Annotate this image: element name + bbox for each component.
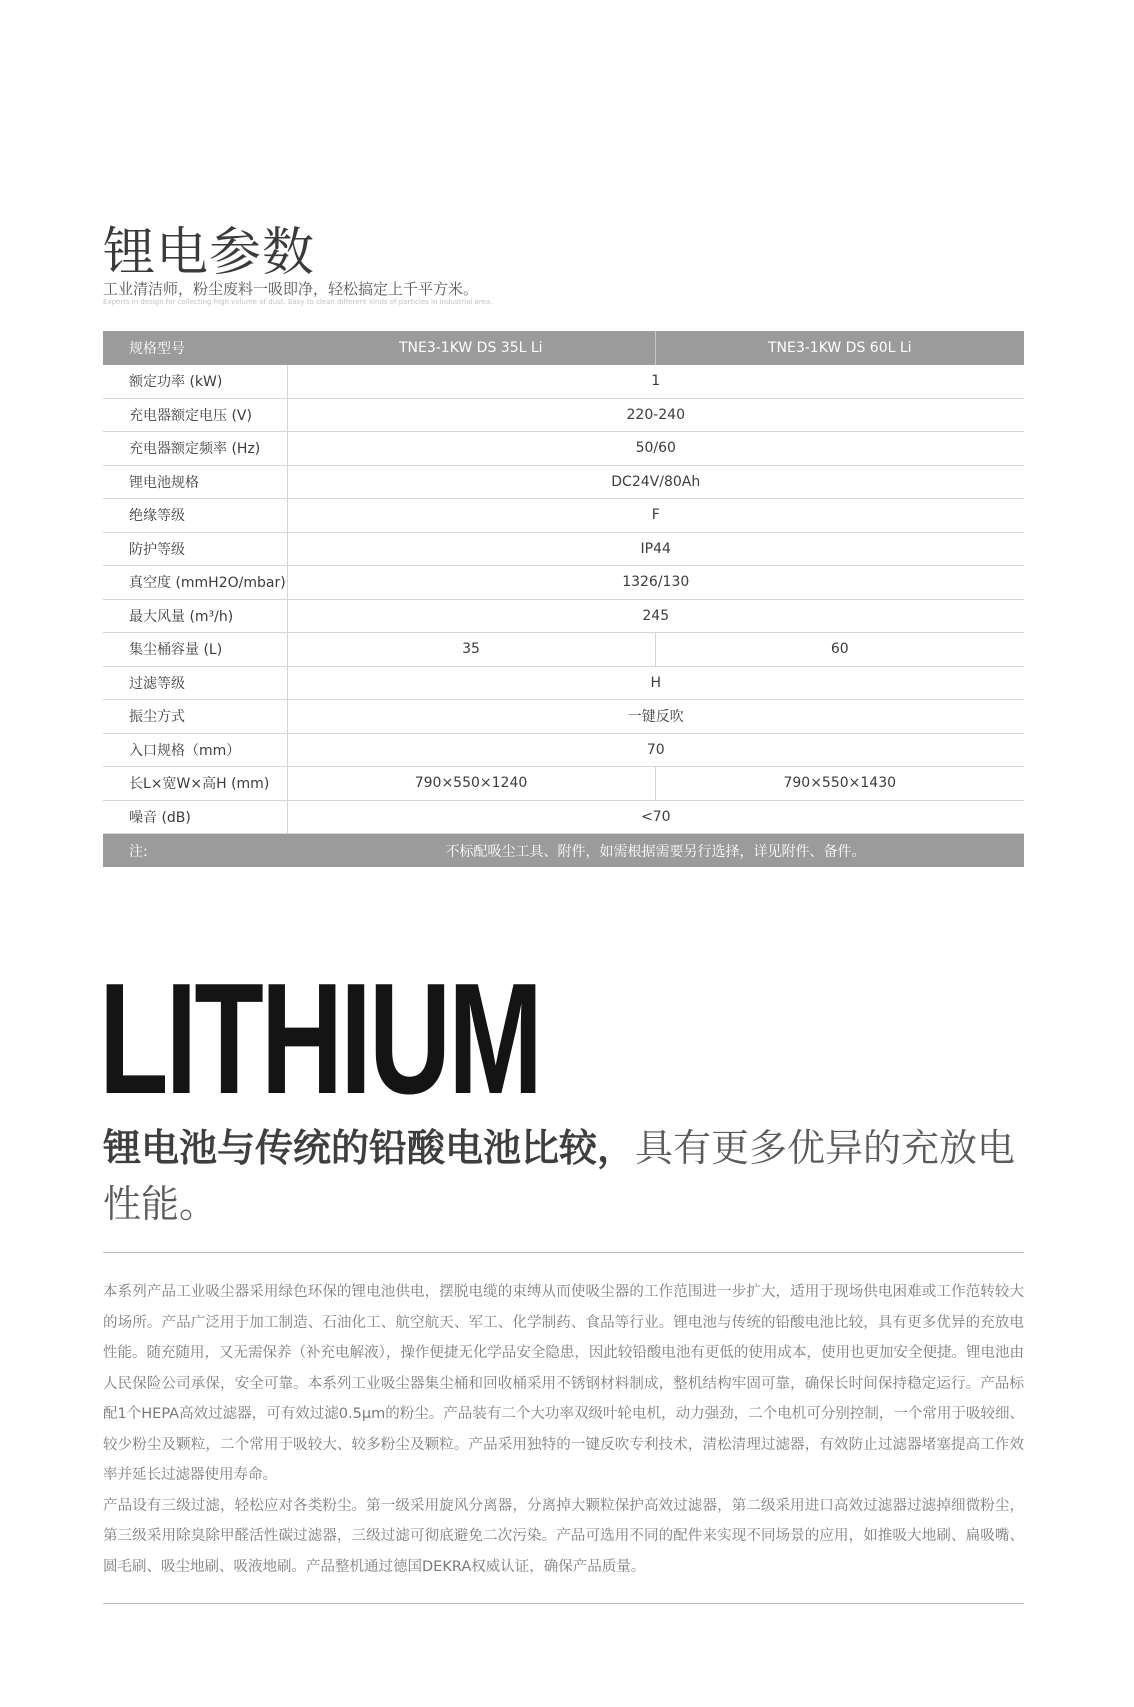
spec-value-a: 790×550×1240 [287,767,655,801]
spec-row [103,566,1024,600]
spec-row [103,365,1024,399]
spec-row [103,800,1024,834]
spec-value: 50/60 [287,432,1024,466]
spec-value-a: 35 [287,633,655,667]
spec-header-model-b: TNE3-1KW DS 60L Li [655,331,1024,365]
spec-label: 长L×宽W×高H (mm) [103,767,287,801]
spec-value: DC24V/80Ah [287,465,1024,499]
spec-label: 振尘方式 [103,700,287,734]
headline-bold: 锂电池与传统的铅酸电池比较， [103,1126,636,1170]
spec-value: 1 [287,365,1024,399]
page-subtitle: 工业清洁师，粉尘废料一吸即净，轻松搞定上千平方米。 [103,280,479,298]
spec-header-label: 规格型号 [103,331,287,365]
description-paragraph-1: 本系列产品工业吸尘器采用绿色环保的锂电池供电，摆脱电缆的束缚从而使吸尘器的工作范围进一步扩大，适用于现场供电困难或工作范转较大的场所。产品广泛用于加工制造、石油化工、航空航天、军工、化学制药、食品等行业。锂电池与传统的铅酸电池比较，具有更多优异的充放电性能。随充随用，又无需保养（补充电解液），操作便捷无化学品安全隐患，因此较铅酸电池有更低的使用成本，使用也更加安全便捷。锂电池由人民保险公司承保，安全可靠。本系列工业吸尘器集尘桶和回收桶采用不锈钢材料制成，整机结构牢固可靠，确保长时间保持稳定运行。产品标配1个HEPA高效过滤器，可有效过滤0.5μm的粉尘。产品装有二个大功率双级叶轮电机，动力强劲，二个电机可分别控制，一个常用于吸较细、较少粉尘及颗粒，二个常用于吸较大、较多粉尘及颗粒。产品采用独特的一键反吹专利技术，清松清理过滤器，有效防止过滤器堵塞提高工作效率并延长过滤器使用寿命。 [103,1284,1024,1483]
spec-label: 锂电池规格 [103,465,287,499]
page-title: 锂电参数 [103,223,316,283]
spec-row [103,700,1024,734]
spec-row [103,398,1024,432]
spec-value: 220-240 [287,398,1024,432]
spec-value-b: 60 [655,633,1024,667]
spec-label: 噪音 (dB) [103,800,287,834]
spec-label: 绝缘等级 [103,499,287,533]
spec-row [103,432,1024,466]
spec-label: 额定功率 (kW) [103,365,287,399]
spec-row [103,733,1024,767]
description-text [103,1277,1024,1582]
divider-bottom [103,1603,1024,1604]
divider-top [103,1252,1024,1253]
spec-row [103,465,1024,499]
spec-row [103,499,1024,533]
description-paragraph-2: 产品设有三级过滤，轻松应对各类粉尘。第一级采用旋风分离器，分离掉大颗粒保护高效过滤器，第二级采用进口高效过滤器过滤掉细微粉尘，第三级采用除臭除甲醛活性碳过滤器，三级过滤可彻底避免二次污染。产品可选用不同的配件来实现不同场景的应用，如推吸大地刷、扁吸嘴、圆毛刷、吸尘地刷、吸液地刷。产品整机通过德国DEKRA权威认证，确保产品质量。 [103,1497,1024,1575]
spec-header-row [103,331,1024,365]
spec-footer-row [103,834,1024,868]
spec-label: 最大风量 (m³/h) [103,599,287,633]
spec-label: 过滤等级 [103,666,287,700]
spec-footer-text: 不标配吸尘工具、附件，如需根据需要另行选择，详见附件、备件。 [287,834,1024,868]
spec-table [103,331,1024,867]
spec-row [103,532,1024,566]
english-tagline: Experts in design for collecting high volume of dust. Easy to clean different kinds of particles in industrial area. [103,298,493,306]
spec-row [103,599,1024,633]
spec-label: 充电器额定频率 (Hz) [103,432,287,466]
spec-row [103,666,1024,700]
spec-row [103,633,1024,667]
spec-value: H [287,666,1024,700]
spec-label: 集尘桶容量 (L) [103,633,287,667]
lithium-title: LITHIUM [99,951,541,1127]
spec-value: 70 [287,733,1024,767]
spec-label: 入口规格（mm） [103,733,287,767]
spec-row [103,767,1024,801]
spec-value: IP44 [287,532,1024,566]
spec-value: <70 [287,800,1024,834]
spec-label: 防护等级 [103,532,287,566]
spec-value: 一键反吹 [287,700,1024,734]
spec-label: 充电器额定电压 (V) [103,398,287,432]
spec-value: 1326/130 [287,566,1024,600]
spec-value-b: 790×550×1430 [655,767,1024,801]
headline-rest: 具有更多优异的充放电性能。 [103,1126,1016,1226]
spec-label: 真空度 (mmH2O/mbar) [103,566,287,600]
spec-header-model-a: TNE3-1KW DS 35L Li [287,331,655,365]
spec-value: 245 [287,599,1024,633]
spec-footer-label: 注: [103,834,287,868]
section-headline [103,1120,1023,1232]
spec-value: F [287,499,1024,533]
